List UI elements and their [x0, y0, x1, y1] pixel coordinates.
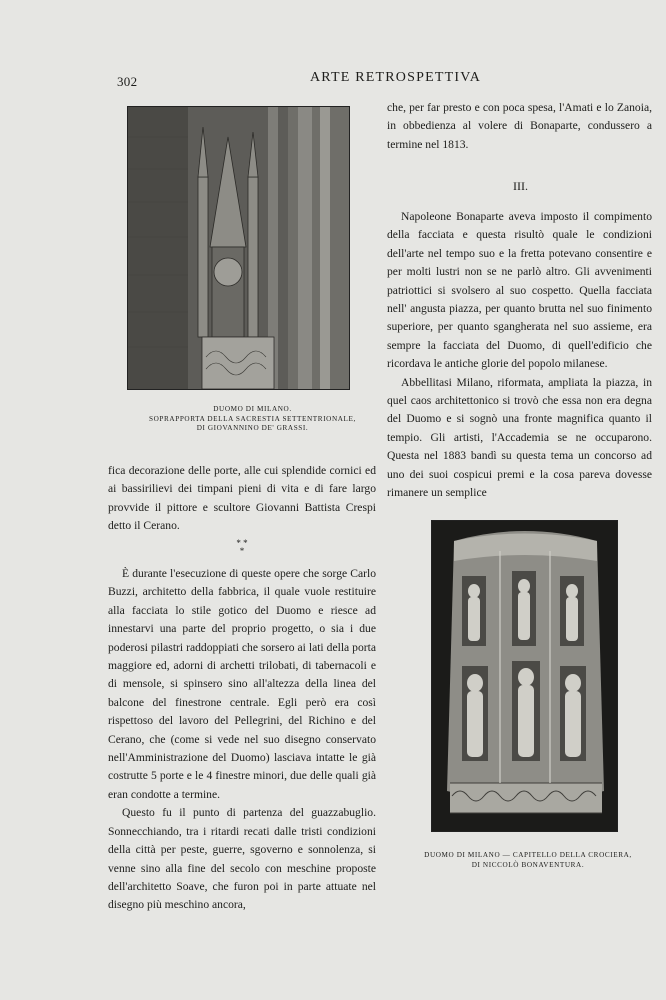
- right-column-middle: [387, 208, 652, 503]
- photo-crossing-capital: [431, 520, 618, 832]
- caption-line: DI GIOVANNINO DE' GRASSI.: [196, 424, 309, 432]
- paragraph: Questo fu il punto di partenza del guazzabuglio. Sonnecchiando, tra i ritardi recati dalle tristi condizioni della città per peste, guerre, sgoverno e sonnolenza, si venne sino alla fine del secolo con meschine proposte dell'architetto Soave, che furon poi in parte attuate nel disegno più meschino ancora,: [108, 806, 376, 912]
- paragraph: che, per far presto e con poca spesa, l'Amati e lo Zanoia, in obbedienza al volere di Bonaparte, condussero a termine nel 1813.: [387, 101, 652, 151]
- paragraph: È durante l'esecuzione di queste opere che sorge Carlo Buzzi, architetto della fabbrica, il quale vuole restituire alla facciata lo stile gotico del Duomo e riesce ad innestarvi una parte del proprio progetto, o sia i due poderosi pilastri raddoppiati che sorsero ai lati della porta maggiore ed, adorni di archetti trilobati, di tabernacoli e di mensole, si spinsero sino all'altezza della linea del balcone del finestrone centrale. Egli però era così rispettoso del lavoro del Pellegrini, del Richino e del Cerano, che (come si vede nel suo disegno conservato nell'Amministrazione del Duomo) lasciava intatte le già costrutte 5 porte e le 4 finestre minori, due delle quali già eran condotte a termine.: [108, 567, 376, 801]
- paragraph: Abbellitasi Milano, riformata, ampliata la piazza, in quel caos architettonico si trovò che essa non era degna del Duomo e si sognò una fronte magnifica quanto il tempio. Gli artisti, l'Accademia se ne occuparono. Questa nel 1883 bandì su questa tema un concorso ad uno dei suoi cospicui premi e la cosa pareva dovesse rimanere un semplice: [387, 375, 652, 500]
- caption-figure-2: [410, 851, 646, 870]
- running-title: ARTE RETROSPETTIVA: [310, 70, 482, 85]
- photo-sacristy-overdoor: [127, 106, 350, 390]
- section-number: III.: [513, 179, 528, 193]
- caption-line: DUOMO DI MILANO — CAPITELLO DELLA CROCIERA,: [424, 851, 632, 859]
- left-column-bottom: [108, 565, 376, 915]
- right-column-top: [387, 99, 652, 154]
- section-separator: * * *: [236, 538, 248, 556]
- caption-line: SOPRAPPORTA DELLA SACRESTIA SETTENTRIONALE,: [149, 414, 356, 423]
- caption-line: DI NICCOLÒ BONAVENTURA.: [471, 860, 585, 869]
- left-column-middle: [108, 462, 376, 536]
- caption-line: DUOMO DI MILANO.: [213, 405, 292, 413]
- caption-figure-1: [127, 405, 378, 434]
- paragraph: Napoleone Bonaparte aveva imposto il compimento della facciata e questa risultò quale le condizioni dell'arte nel tempo suo e la fretta potevano consentire e per molti lustri non se ne parlò altro. Gli avvenimenti patriottici si svolsero al suo cospetto. Quella facciata nell' angusta piazza, per quanto brutta nel suo finimento superiore, per quanto sgangherata nel suo assieme, era sempre la facciata del Duomo, di quell'edificio che ricordava le antiche glorie del popolo milanese.: [387, 210, 652, 371]
- page-number: 302: [117, 74, 138, 89]
- paragraph: fica decorazione delle porte, alle cui splendide cornici ed ai bassirilievi dei timpani pieni di vita e di fare largo provvide il pittore e scultore Giovanni Battista Crespi detto il Cerano.: [108, 464, 376, 533]
